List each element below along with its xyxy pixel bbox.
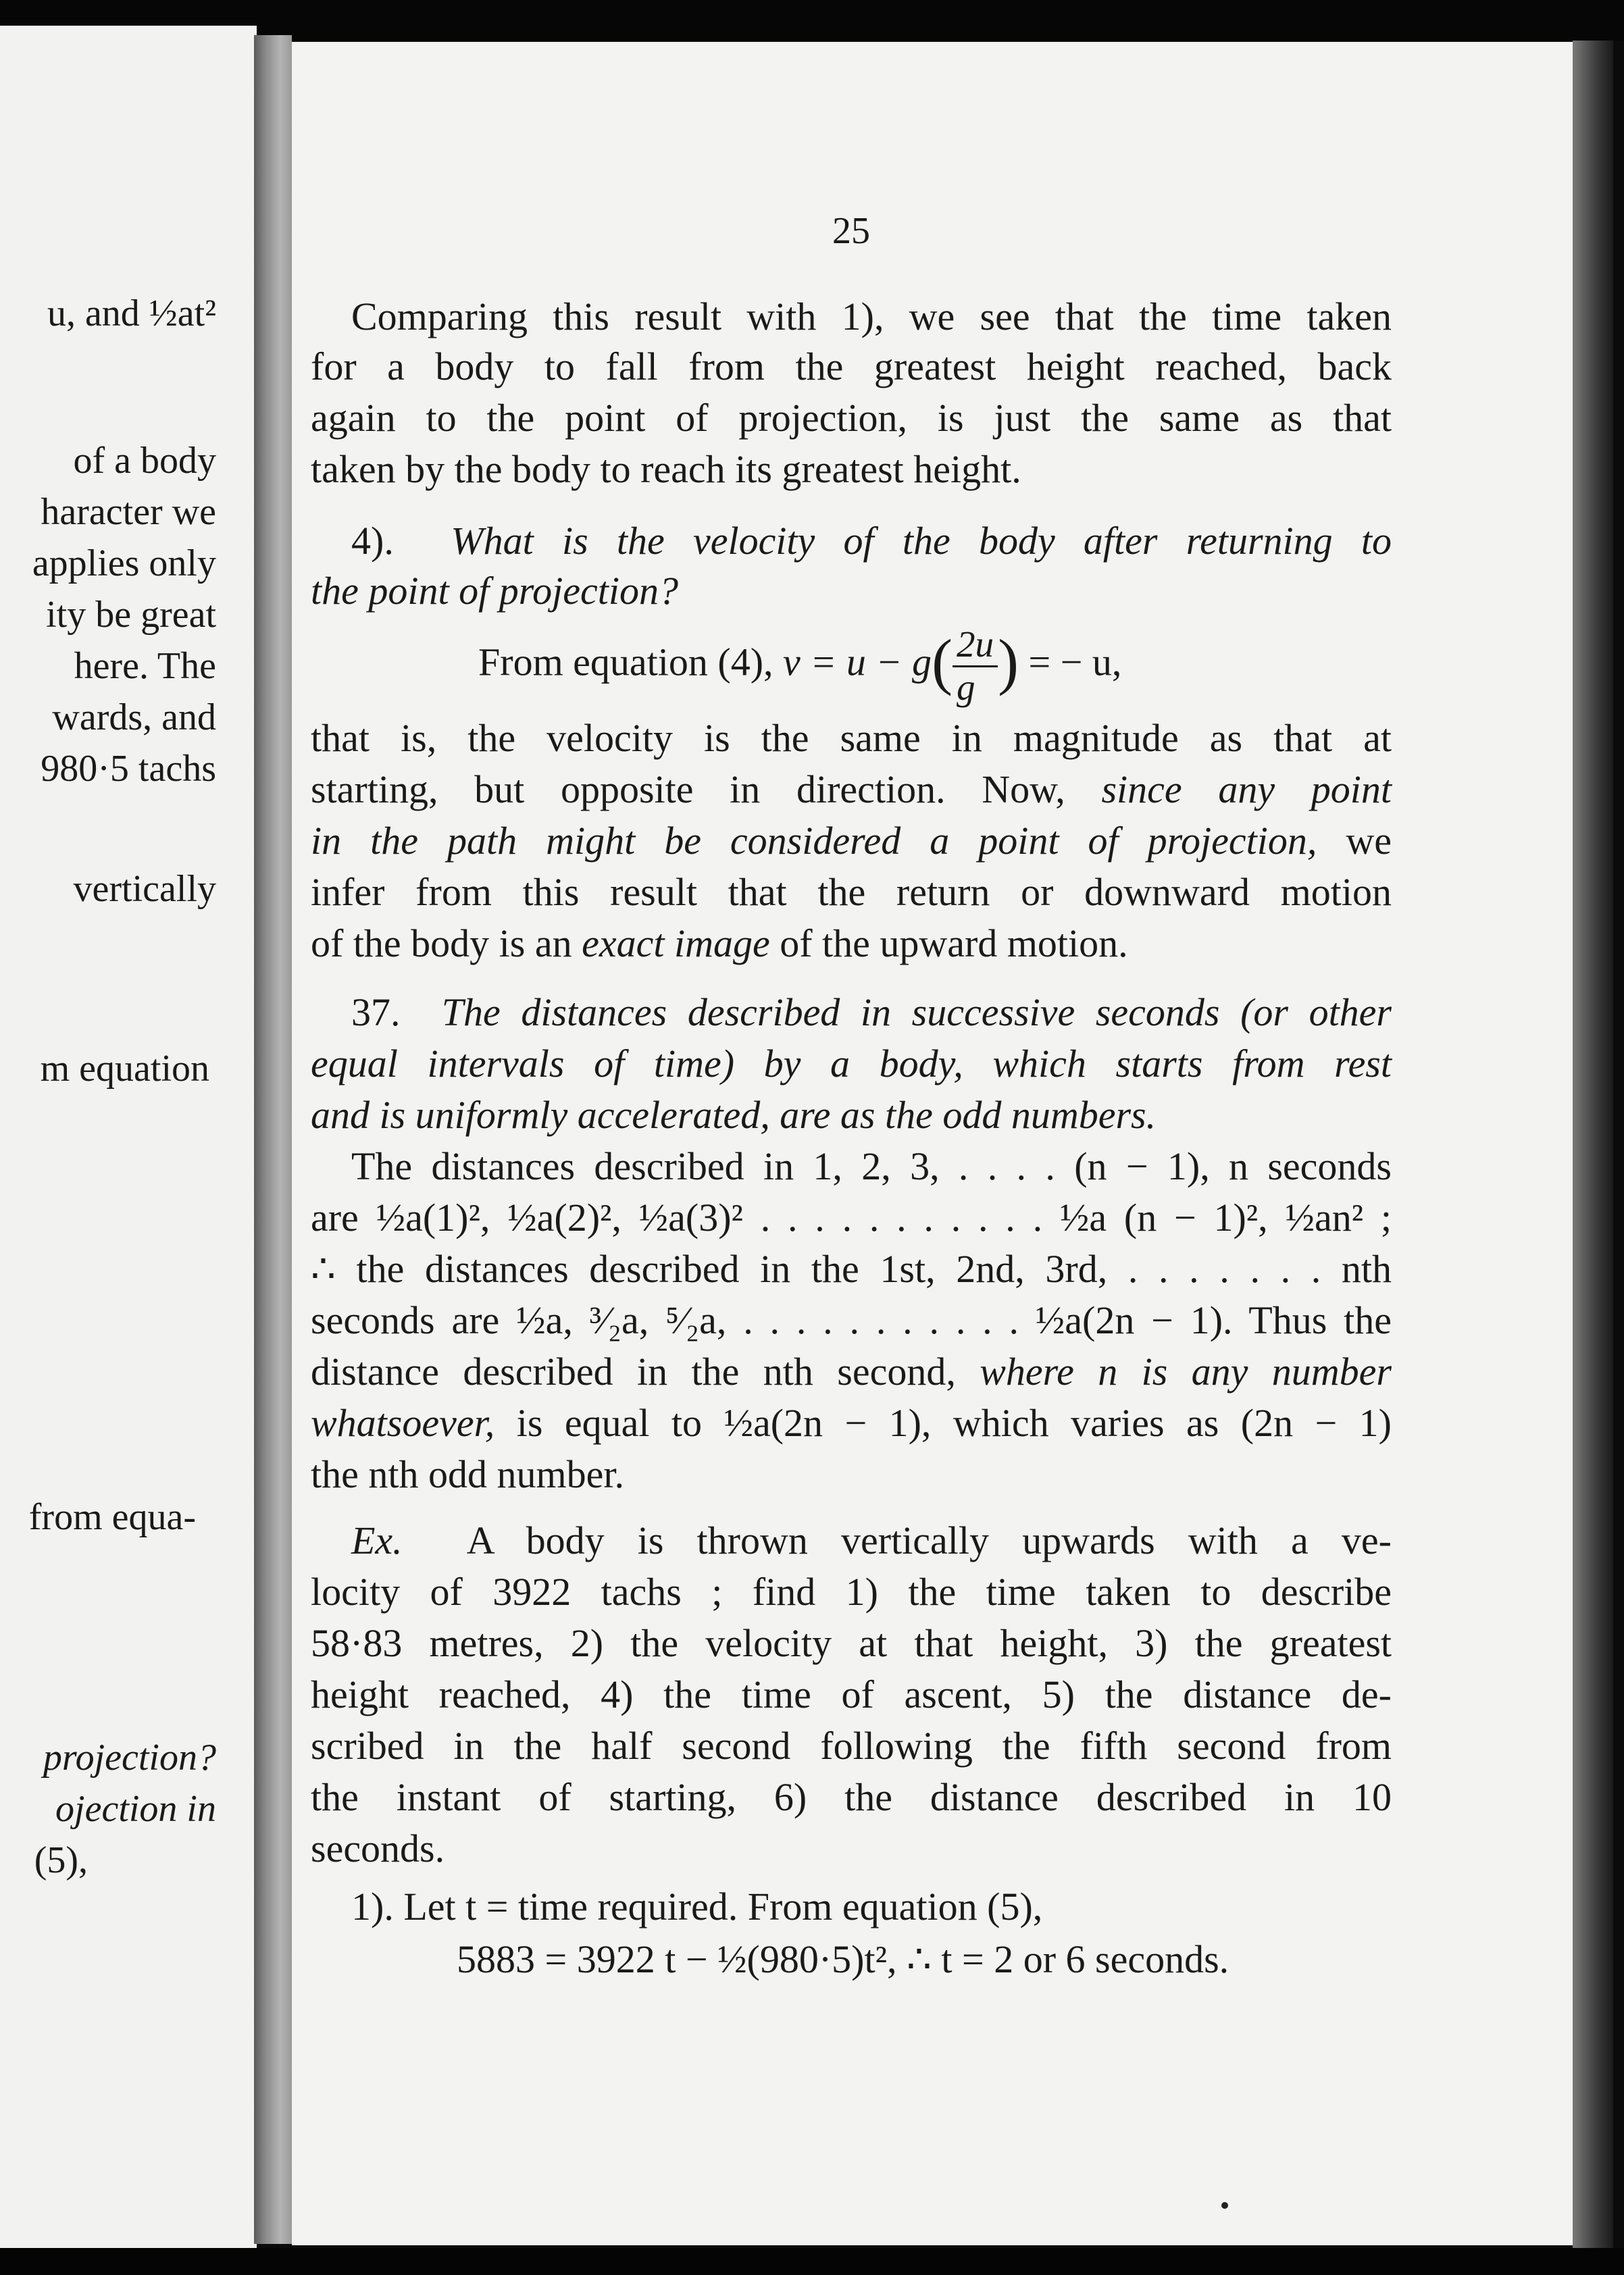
equation-line: From equation (4), v = u − g( $\frac{2u}{g}$ ) = − u, <box>478 623 1122 708</box>
section-37-heading <box>311 1093 1392 1137</box>
emphasis-text: whatsoever, <box>311 1401 495 1445</box>
equation-lhs: v = u − g <box>783 640 932 684</box>
text-line: Comparing this result with 1), we see that the time taken <box>351 295 1392 338</box>
emphasis-text: in the path might be considered a point of projection, <box>311 819 1317 863</box>
text-span: distance described in the nth second, <box>311 1350 956 1394</box>
example-line: locity of 3922 tachs ; find 1) the time taken to describe <box>311 1570 1392 1614</box>
question-4-line <box>351 521 1392 561</box>
text-span: is equal to ½a(2n − 1), which varies as (2n − 1) <box>516 1401 1392 1445</box>
text-line <box>311 921 1392 965</box>
section-title: The distances described in successive seconds (or other <box>441 990 1392 1034</box>
left-fragment-line: projection? <box>43 1737 216 1779</box>
solution-equation: 5883 = 3922 t − ½(980·5)t², ∴ t = 2 or 6 seconds. <box>457 1937 1229 1981</box>
left-fragment-line: u, and ½at² <box>47 292 216 334</box>
text-span: of the upward motion. <box>780 921 1128 965</box>
fraction-numerator: 2u <box>953 624 998 667</box>
question-4-line <box>311 571 1392 611</box>
text-line: are ½a(1)², ½a(2)², ½a(3)² . . . . . . . . . . . ½a (n − 1)², ½an² ; <box>311 1196 1392 1239</box>
left-page-fragment <box>0 26 257 2248</box>
section-number: 37. <box>351 990 401 1034</box>
text-line <box>311 767 1392 811</box>
text-span: A body is thrown vertically upwards with a ve- <box>466 1518 1392 1562</box>
left-fragment-line: haracter we <box>41 491 216 533</box>
text-line <box>311 1350 1392 1394</box>
example-line: height reached, 4) the time of ascent, 5) the distance de- <box>311 1672 1392 1716</box>
left-fragment-line: vertically <box>73 868 216 910</box>
text-span: of the body is an <box>311 921 572 965</box>
text-line: taken by the body to reach its greatest height. <box>311 447 1021 491</box>
text-line: The distances described in 1, 2, 3, . . . . (n − 1), n seconds <box>351 1144 1392 1188</box>
text-line: ∴ the distances described in the 1st, 2nd, 3rd, . . . . . . . nth <box>311 1247 1392 1291</box>
left-fragment-line: ity be great <box>46 594 216 636</box>
page-number: 25 <box>832 210 870 252</box>
question-text: What is the velocity of the body after returning to <box>451 519 1392 563</box>
equation-fraction <box>953 624 998 708</box>
text-line: seconds are ½a, ³⁄₂a, ⁵⁄₂a, . . . . . . . . . . . ½a(2n − 1). Thus the <box>311 1298 1392 1342</box>
section-title: equal intervals of time) by a body, which starts from rest <box>311 1042 1392 1085</box>
question-number: 4). <box>351 519 394 563</box>
example-line: scribed in the half second following the fifth second from <box>311 1724 1392 1768</box>
emphasis-text: since any point <box>1101 767 1392 811</box>
section-title: and is uniformly accelerated, are as the odd numbers. <box>311 1093 1157 1137</box>
question-text: the point of projection? <box>311 569 678 613</box>
section-37-heading <box>351 990 1392 1034</box>
text-line: again to the point of projection, is just the same as that <box>311 396 1392 440</box>
left-fragment-line: 980·5 tachs <box>41 748 216 790</box>
section-37-heading <box>311 1044 1392 1083</box>
text-span: starting, but opposite in direction. Now, <box>311 767 1065 811</box>
equation-prefix: From equation (4), <box>478 640 773 684</box>
example-line <box>351 1518 1392 1562</box>
text-span: we <box>1346 819 1392 863</box>
text-line: infer from this result that the return or downward motion <box>311 870 1392 914</box>
left-fragment-line: of a body <box>73 440 216 482</box>
emphasis-text: exact image <box>582 921 770 965</box>
fraction-denominator: g <box>956 666 975 708</box>
scan-bottom-edge <box>0 2248 1624 2275</box>
text-line: that is, the velocity is the same in magnitude as that at <box>311 716 1392 760</box>
example-label: Ex. <box>351 1518 403 1562</box>
page-edge-shadow <box>1573 41 1613 2248</box>
left-fragment-line: m equation <box>40 1048 209 1090</box>
left-fragment-line: here. The <box>74 645 216 687</box>
left-fragment-line: ojection in <box>55 1788 216 1830</box>
left-fragment-line: applies only <box>32 542 216 584</box>
text-line <box>311 1401 1392 1445</box>
print-speck <box>1221 2202 1228 2209</box>
emphasis-text: where n is any number <box>980 1350 1392 1394</box>
left-fragment-line: wards, and <box>52 696 216 738</box>
text-line: the nth odd number. <box>311 1452 624 1496</box>
solution-line: 1). Let t = time required. From equation (5), <box>351 1885 1043 1928</box>
book-gutter <box>254 35 292 2244</box>
text-line: for a body to fall from the greatest height reached, back <box>311 344 1392 388</box>
example-line: the instant of starting, 6) the distance described in 10 <box>311 1775 1392 1819</box>
text-line <box>311 821 1392 861</box>
left-fragment-line: (5), <box>34 1839 88 1881</box>
left-fragment-line: from equa- <box>28 1496 196 1538</box>
example-line: seconds. <box>311 1826 445 1870</box>
equation-rhs: = − u, <box>1028 640 1122 684</box>
example-line: 58·83 metres, 2) the velocity at that height, 3) the greatest <box>311 1621 1392 1665</box>
